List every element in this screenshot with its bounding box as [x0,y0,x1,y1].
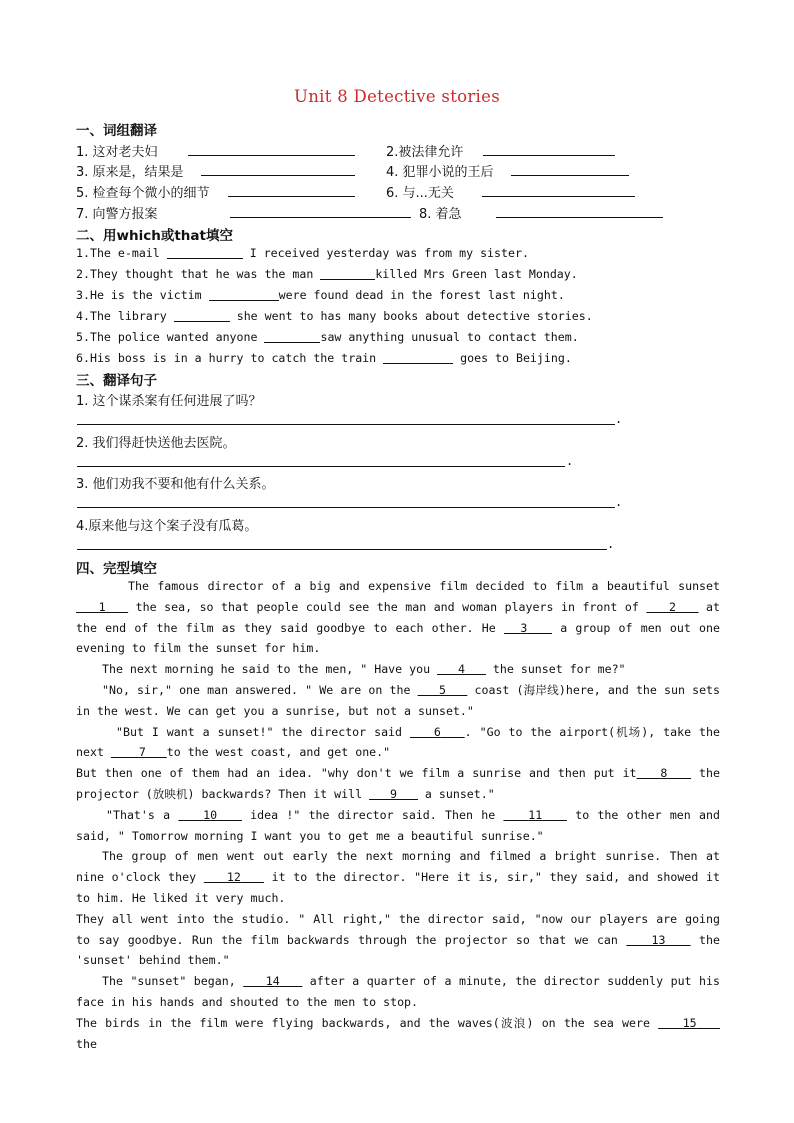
answer-line[interactable] [77,507,615,508]
cloze-blank-8[interactable]: 8 [660,766,668,781]
sentence-item: 3. 他们劝我不要和他有什么关系。 [76,477,275,492]
cloze-blank-13[interactable]: 13 [651,932,666,947]
cloze-blank-5[interactable]: 5 [438,682,446,697]
cloze-blank-12[interactable]: 12 [226,870,241,885]
answer-line[interactable] [77,549,607,550]
cloze-blank-1[interactable]: 1 [98,599,106,614]
cloze-blank-10[interactable]: 10 [203,807,218,822]
cloze-blank-11[interactable]: 11 [528,807,543,822]
answer-line[interactable] [77,466,565,467]
period-mark: . [615,495,623,509]
answer-blank[interactable] [188,143,355,156]
cloze-blank-7[interactable]: 7 [138,745,146,760]
fill-item: 4.The library she went to has many books about detective stories. [76,309,593,323]
answer-blank[interactable] [496,205,663,218]
answer-line[interactable] [77,424,615,425]
fill-item: 6.His boss is in a hurry to catch the train goes to Beijing. [76,351,572,365]
sentence-item: 1. 这个谋杀案有任何进展了吗？ [76,394,262,409]
answer-blank[interactable] [483,143,615,156]
sentence-item: 4.原来他与这个案子没有瓜葛。 [76,519,258,534]
answer-blank[interactable] [174,309,230,322]
answer-blank[interactable] [230,205,411,218]
section-heading-which-that: 二、用which或that填空 [76,228,233,244]
phrase-item: 8. 着急 [419,207,462,222]
phrase-item: 2.被法律允许 [386,145,464,160]
answer-blank[interactable] [228,184,355,197]
page-title: Unit 8 Detective stories [294,87,500,106]
phrase-item: 3. 原来是，结果是 [76,165,184,180]
fill-item: 1.The e-mail I received yesterday was from my sister. [76,246,529,260]
cloze-passage: The famous director of a big and expensive film decided to film a beautiful sunset 1 the sea, so that people could see the man and woman players in front of 2 at the end of the film as they said goodbye to each other. He 3 a group of men out one evening to film the sunset for him. The next morning he said to the men, " Have you 4 the sunset for me?" "No, sir," one man answered. " We are on the 5 coast (海岸线)here, and the sun sets in the west. We can get you a sunrise, but not a sunset." "But I want a sunset!" the director said 6 . "Go to the airport(机场), take the next 7 to the west coast, and get one." But then one of them had an idea. "why don't we film a sunrise and then put it 8 the projector (放映机) backwards? Then it will 9 a sunset." "That's a 10 idea !" the director said. Then he 11 to the other men and said, " Tomorrow morning I want you to get me a beautiful sunrise." The group of men went out early the next morning and filmed a bright sunrise. Then at nine o'clock they 12 it to the director. "Here it is, sir," they said, and showed it to him. He liked it very much. They all went into the studio. " All right," the director said, "now our players are going to say goodbye. Run the film backwards through the projector so that we can 13 the 'sunset' behind them." The "sunset" began, 14 after a quarter of a minute, the director suddenly put his face in his hands and shouted to the men to stop. The birds in the film were flying backwards, and the waves(波浪) on the sea were 15 the [76,579,721,1051]
phrase-item: 1. 这对老夫妇 [76,145,158,160]
cloze-blank-2[interactable]: 2 [668,599,676,614]
cloze-blank-9[interactable]: 9 [390,786,397,801]
period-mark: . [615,412,623,426]
cloze-blank-6[interactable]: 6 [433,724,441,739]
fill-item: 2.They thought that he was the man killed Mrs Green last Monday. [76,267,578,281]
phrase-item: 5. 检查每个微小的细节 [76,186,210,201]
answer-blank[interactable] [320,267,375,280]
period-mark: . [566,454,574,468]
cloze-blank-15[interactable]: 15 [682,1015,697,1030]
cloze-blank-4[interactable]: 4 [458,662,465,677]
fill-item: 3.He is the victim were found dead in the forest last night. [76,288,565,302]
phrase-item: 6. 与...无关 [386,186,454,201]
phrase-item: 7. 向警方报案 [76,207,158,222]
answer-blank[interactable] [209,288,279,301]
answer-blank[interactable] [167,246,243,259]
answer-blank[interactable] [383,351,453,364]
answer-blank[interactable] [482,184,635,197]
answer-blank[interactable] [264,330,320,343]
cloze-blank-14[interactable]: 14 [265,974,280,989]
section-heading-phrase-translation: 一、词组翻译 [76,123,157,139]
phrase-item: 4. 犯罪小说的王后 [386,165,494,180]
cloze-blank-3[interactable]: 3 [520,620,528,635]
fill-item: 5.The police wanted anyone saw anything unusual to contact them. [76,330,579,344]
section-heading-cloze: 四、完型填空 [76,561,157,577]
sentence-item: 2. 我们得赶快送他去医院。 [76,436,236,451]
answer-blank[interactable] [511,163,629,176]
answer-blank[interactable] [201,163,355,176]
period-mark: . [607,537,615,551]
section-heading-sentence-translation: 三、翻译句子 [76,373,157,389]
